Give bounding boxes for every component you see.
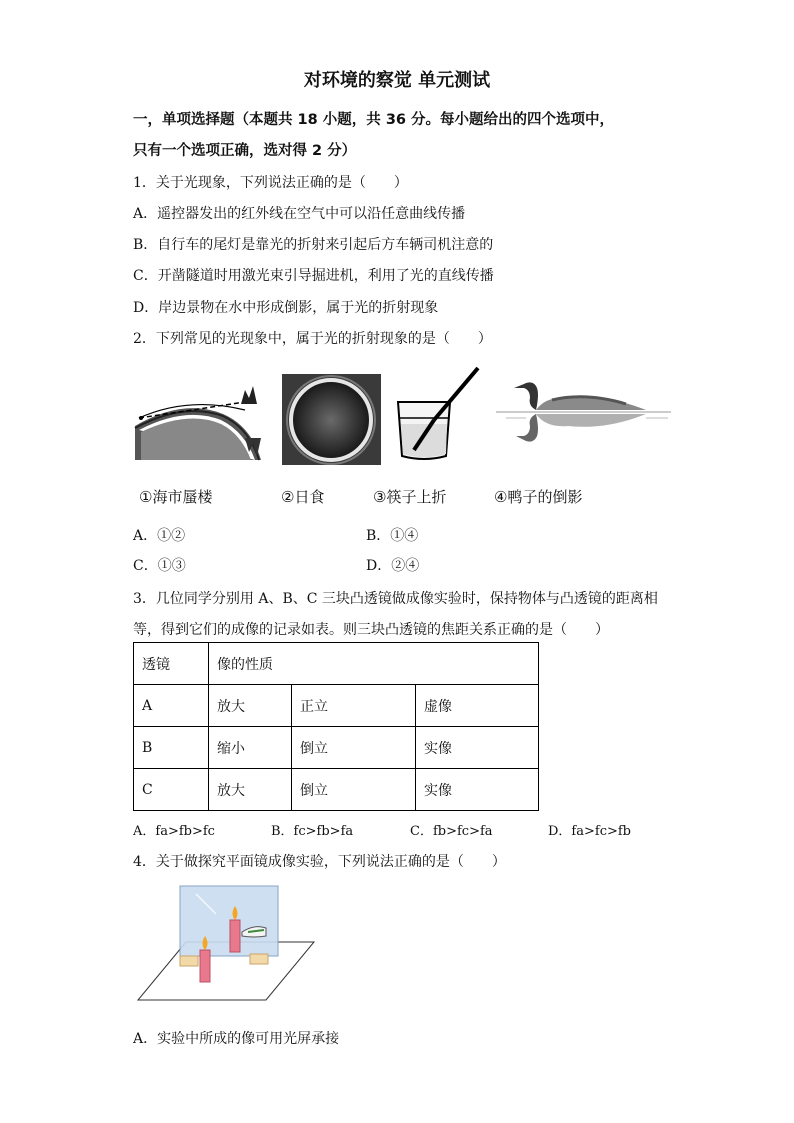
table-cell: 放大: [209, 769, 292, 811]
q3-option-d: D．fa>fc>fb: [548, 824, 631, 839]
q1-option-a: A．遥控器发出的红外线在空气中可以沿任意曲线传播: [133, 206, 466, 222]
table-cell: 放大: [209, 685, 292, 727]
table-cell: A: [134, 685, 209, 727]
q2-option-b: B．①④: [366, 528, 419, 544]
q3-option-b: B．fc>fb>fa: [271, 824, 354, 839]
q1-option-c: C．开凿隧道时用激光束引导掘进机，利用了光的直线传播: [133, 268, 494, 284]
section-heading-line2: 只有一个选项正确，选对得 2 分）: [133, 143, 357, 159]
table-cell: 实像: [416, 727, 539, 769]
table-header-row: [134, 643, 539, 685]
q2-caption-3: ③筷子上折: [373, 488, 447, 506]
table-cell: 倒立: [292, 769, 416, 811]
q2-caption-2: ②日食: [281, 488, 325, 506]
q3-option-a: A．fa>fb>fc: [133, 824, 215, 839]
q4-stem: 4．关于做探究平面镜成像实验，下列说法正确的是（ ）: [133, 854, 506, 870]
q2-caption-1: ①海市蜃楼: [139, 488, 213, 506]
table-cell: B: [134, 727, 209, 769]
table-cell: 实像: [416, 769, 539, 811]
lens-table: [133, 642, 539, 811]
table-cell: 缩小: [209, 727, 292, 769]
q2-option-a: A．①②: [133, 528, 186, 544]
chopstick-figure: [392, 366, 484, 464]
table-header-cell: 像的性质: [209, 643, 539, 685]
table-row: [134, 769, 539, 811]
table-header-cell: 透镜: [134, 643, 209, 685]
q2-stem: 2．下列常见的光现象中，属于光的折射现象的是（ ）: [133, 331, 492, 347]
q3-stem-line2: 等，得到它们的成像的记录如表。则三块凸透镜的焦距关系正确的是（ ）: [133, 622, 609, 638]
q1-option-d: D．岸边景物在水中形成倒影，属于光的折射现象: [133, 300, 439, 316]
table-cell: C: [134, 769, 209, 811]
page-title: 对环境的察觉 单元测试: [303, 70, 491, 91]
q2-option-d: D．②④: [366, 558, 420, 574]
q2-option-c: C．①③: [133, 558, 186, 574]
q1-option-b: B．自行车的尾灯是靠光的折射来引起后方车辆司机注意的: [133, 237, 494, 253]
q3-option-c: C．fb>fc>fa: [410, 824, 493, 839]
q3-stem-line1: 3．几位同学分别用 A、B、C 三块凸透镜做成像实验时，保持物体与凸透镜的距离相: [133, 591, 658, 607]
table-cell: 虚像: [416, 685, 539, 727]
section-heading-line1: 一，单项选择题（本题共 18 小题，共 36 分。每小题给出的四个选项中，: [133, 112, 615, 128]
table-row: [134, 685, 539, 727]
plane-mirror-figure: [136, 884, 316, 1004]
q4-option-a: A．实验中所成的像可用光屏承接: [133, 1031, 340, 1047]
q2-caption-4: ④鸭子的倒影: [494, 488, 583, 506]
table-cell: 倒立: [292, 727, 416, 769]
table-cell: 正立: [292, 685, 416, 727]
eclipse-figure: [282, 374, 381, 465]
duck-reflection-figure: [496, 374, 671, 446]
mirage-figure: [133, 376, 268, 462]
table-row: [134, 727, 539, 769]
q1-stem: 1．关于光现象，下列说法正确的是（ ）: [133, 175, 408, 191]
